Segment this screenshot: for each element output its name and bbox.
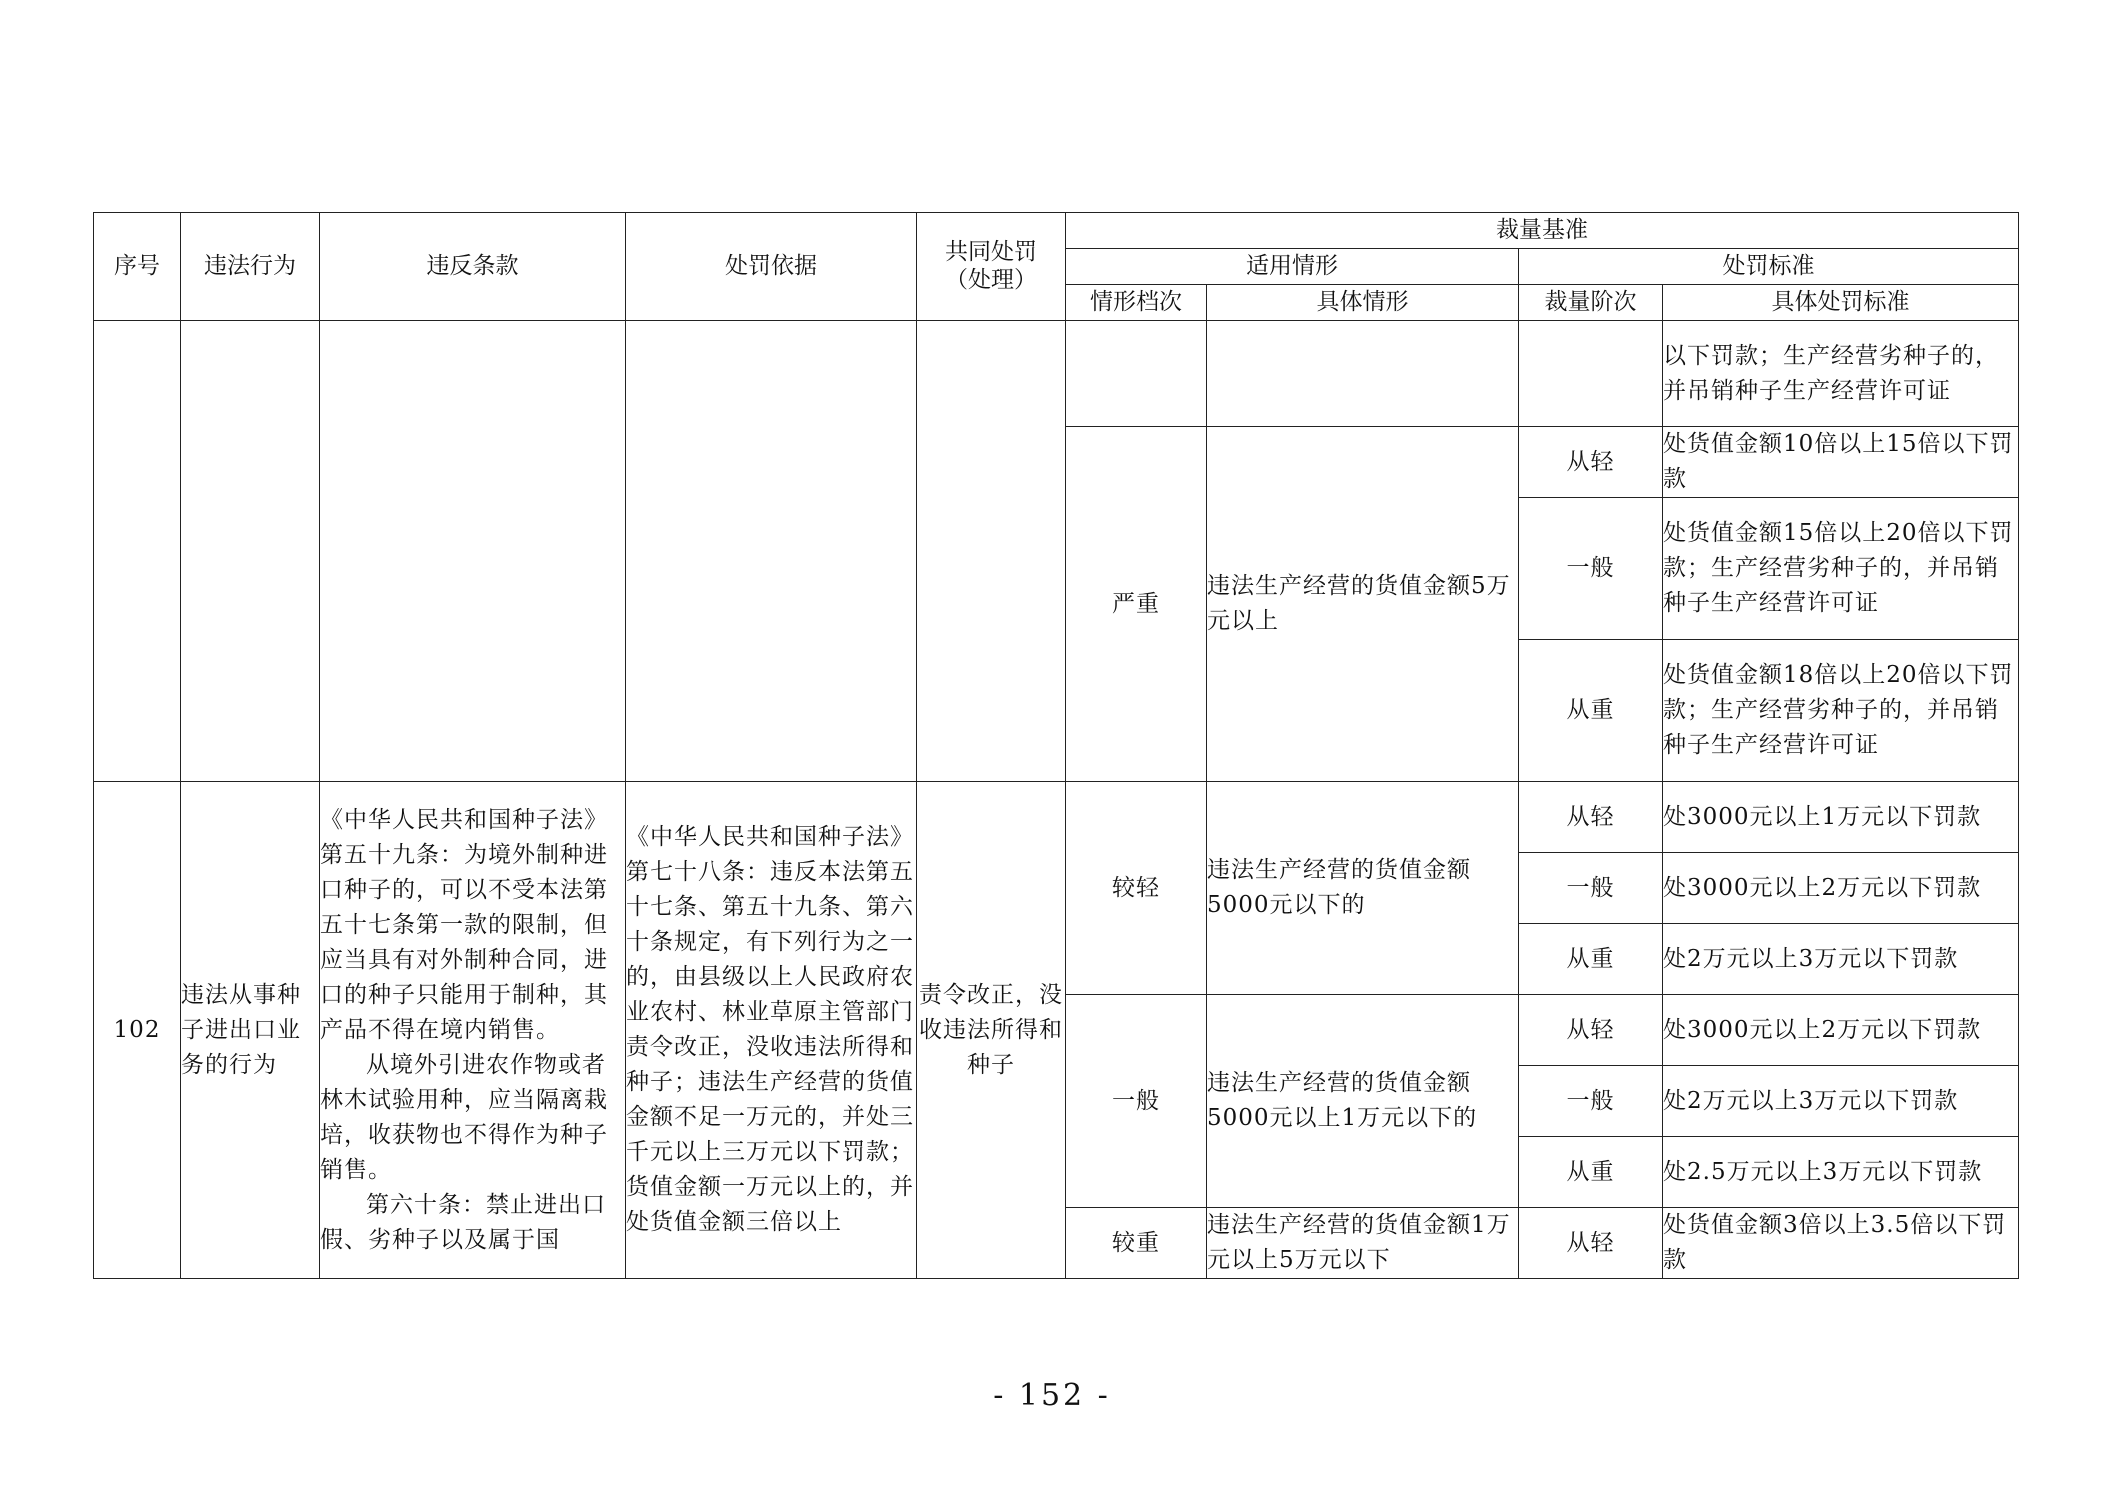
item-seq: 102	[94, 782, 181, 1279]
grade-2: 一般	[1519, 853, 1663, 924]
violated-para-3: 第六十条：禁止进出口假、劣种子以及属于国	[320, 1191, 606, 1253]
severe-penalty-3: 处货值金额18倍以上20倍以下罚款；生产经营劣种子的，并吊销种子生产经营许可证	[1663, 640, 2019, 782]
prev-situation-cell	[1207, 321, 1519, 427]
header-situation: 具体情形	[1207, 285, 1519, 321]
severe-situation: 违法生产经营的货值金额5万元以上	[1207, 427, 1519, 782]
grade-6: 从重	[1519, 1137, 1663, 1208]
header-violated: 违反条款	[320, 213, 626, 321]
penalty-4: 处3000元以上2万元以下罚款	[1663, 995, 2019, 1066]
severe-grade-3: 从重	[1519, 640, 1663, 782]
severe-grade-1: 从轻	[1519, 427, 1663, 498]
prev-common-cell	[917, 321, 1066, 782]
prev-violated-cell	[320, 321, 626, 782]
header-common: 共同处罚（处理）	[917, 213, 1066, 321]
prev-basis-cell	[626, 321, 917, 782]
prev-grade-cell	[1519, 321, 1663, 427]
header-standard: 处罚标准	[1519, 249, 2019, 285]
item-act: 违法从事种子进出口业务的行为	[181, 782, 320, 1279]
item-common: 责令改正，没收违法所得和种子	[917, 782, 1066, 1279]
grade-1: 从轻	[1519, 782, 1663, 853]
header-applicable: 适用情形	[1066, 249, 1519, 285]
grade-4: 从轻	[1519, 995, 1663, 1066]
severe-grade-2: 一般	[1519, 498, 1663, 640]
header-seq: 序号	[94, 213, 181, 321]
prev-seq-cell	[94, 321, 181, 782]
header-level: 情形档次	[1066, 285, 1207, 321]
prev-level-cell	[1066, 321, 1207, 427]
violated-para-2: 从境外引进农作物或者林木试验用种，应当隔离栽培，收获物也不得作为种子销售。	[320, 1051, 608, 1183]
grade-5: 一般	[1519, 1066, 1663, 1137]
item-basis: 《中华人民共和国种子法》第七十八条：违反本法第五十七条、第五十九条、第六十条规定，有下列行为之一的，由县级以上人民政府农业农村、林业草原主管部门责令改正，没收违法所得和种子；违法生产经营的货值金额不足一万元的，并处三千元以上三万元以下罚款；货值金额一万元以上的，并处货值金额三倍以上	[626, 782, 917, 1279]
header-discretion: 裁量基准	[1066, 213, 2019, 249]
severe-penalty-2: 处货值金额15倍以上20倍以下罚款；生产经营劣种子的，并吊销种子生产经营许可证	[1663, 498, 2019, 640]
header-penalty: 具体处罚标准	[1663, 285, 2019, 321]
penalty-2: 处3000元以上2万元以下罚款	[1663, 853, 2019, 924]
page-number: - 152 -	[993, 1378, 1111, 1413]
penalty-1: 处3000元以上1万元以下罚款	[1663, 782, 2019, 853]
header-grade: 裁量阶次	[1519, 285, 1663, 321]
grade-7: 从轻	[1519, 1208, 1663, 1279]
header-basis: 处罚依据	[626, 213, 917, 321]
heavy-level: 较重	[1066, 1208, 1207, 1279]
penalty-6: 处2.5万元以上3万元以下罚款	[1663, 1137, 2019, 1208]
penalty-5: 处2万元以上3万元以下罚款	[1663, 1066, 2019, 1137]
prev-penalty-cont: 以下罚款；生产经营劣种子的，并吊销种子生产经营许可证	[1663, 321, 2019, 427]
normal-level: 一般	[1066, 995, 1207, 1208]
light-situation: 违法生产经营的货值金额5000元以下的	[1207, 782, 1519, 995]
violated-para-1: 《中华人民共和国种子法》第五十九条：为境外制种进口种子的，可以不受本法第五十七条第一款的限制，但应当具有对外制种合同，进口的种子只能用于制种，其产品不得在境内销售。	[320, 806, 608, 1043]
normal-situation: 违法生产经营的货值金额5000元以上1万元以下的	[1207, 995, 1519, 1208]
header-act: 违法行为	[181, 213, 320, 321]
penalty-table	[93, 212, 2019, 1279]
severe-penalty-1: 处货值金额10倍以上15倍以下罚款	[1663, 427, 2019, 498]
prev-act-cell	[181, 321, 320, 782]
severe-level: 严重	[1066, 427, 1207, 782]
grade-3: 从重	[1519, 924, 1663, 995]
heavy-situation: 违法生产经营的货值金额1万元以上5万元以下	[1207, 1208, 1519, 1279]
item-violated	[320, 782, 626, 1279]
penalty-7: 处货值金额3倍以上3.5倍以下罚款	[1663, 1208, 2019, 1279]
light-level: 较轻	[1066, 782, 1207, 995]
penalty-3: 处2万元以上3万元以下罚款	[1663, 924, 2019, 995]
